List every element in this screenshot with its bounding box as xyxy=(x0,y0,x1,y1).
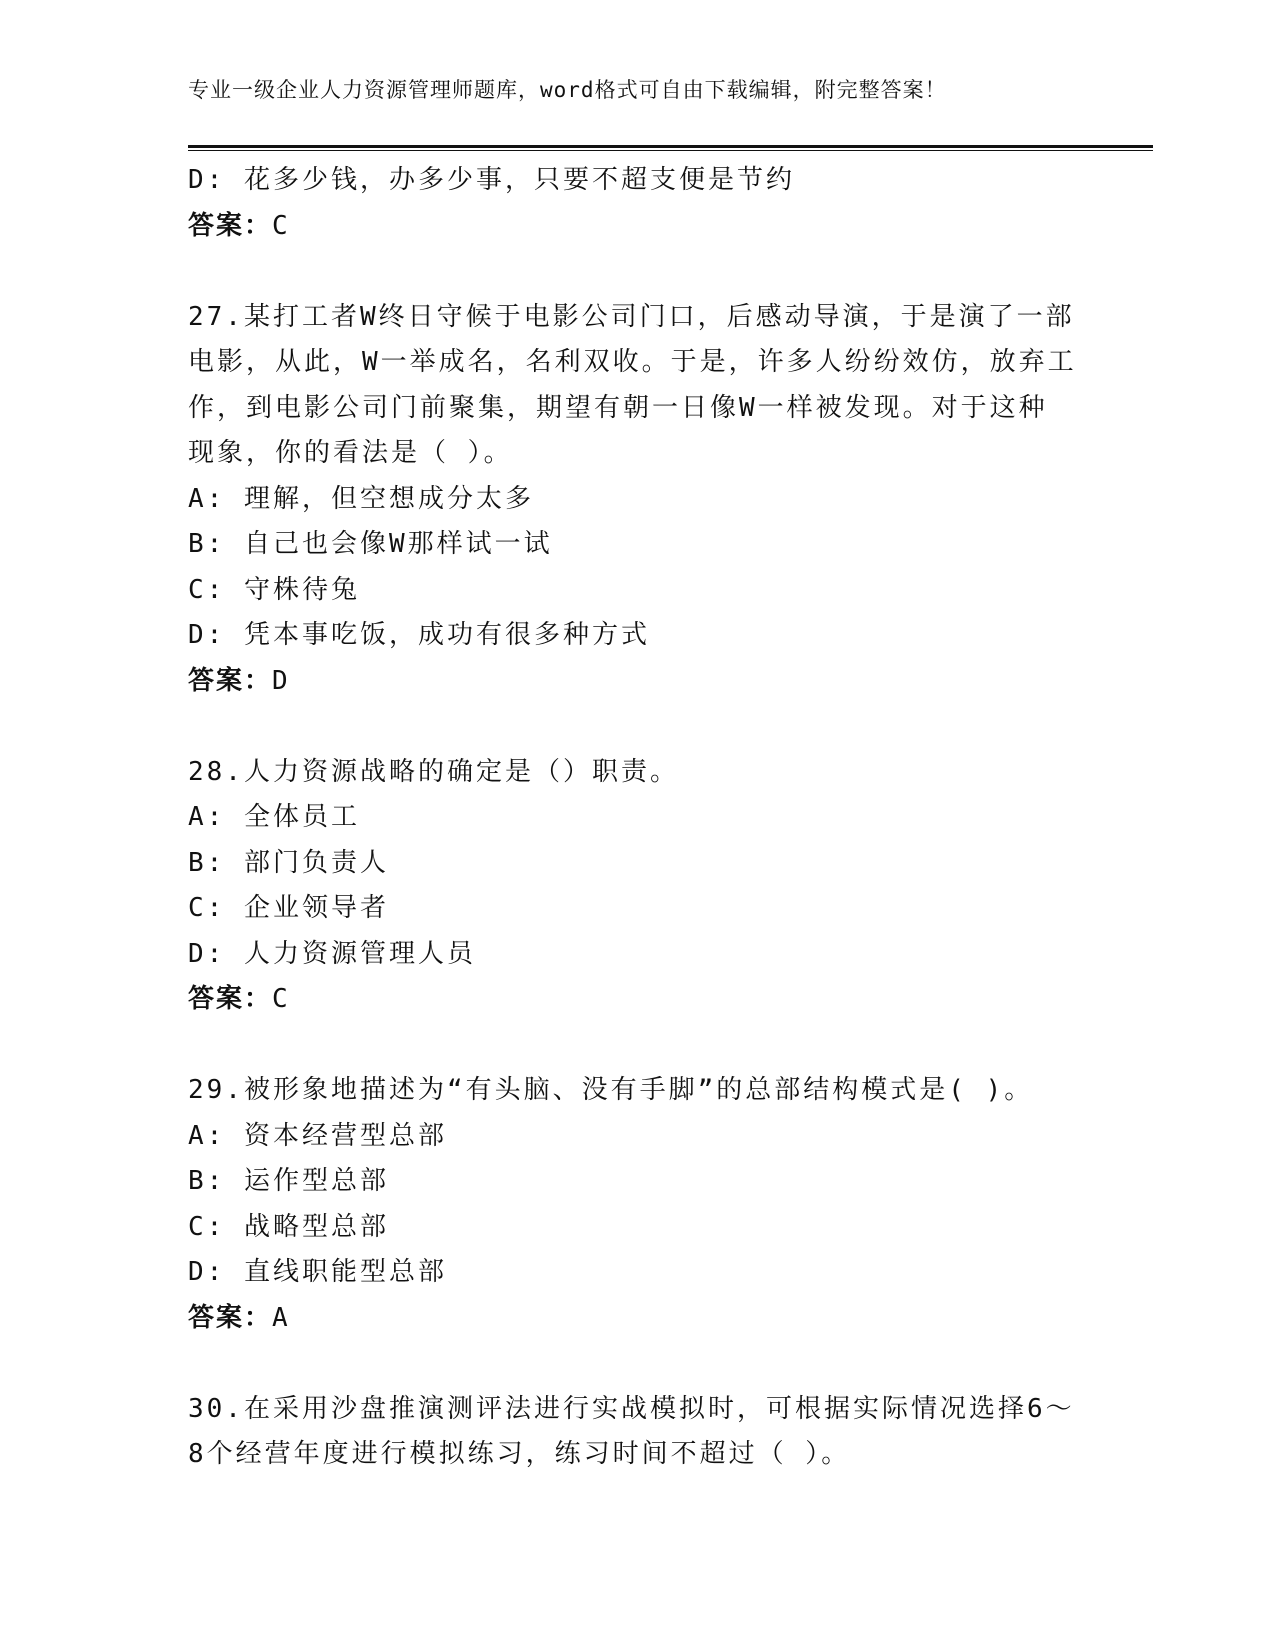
stem-line: 作，到电影公司门前聚集，期望有朝一日像W一样被发现。对于这种 xyxy=(188,392,1048,423)
question-stem xyxy=(188,1068,1108,1114)
option-b: B: 运作型总部 xyxy=(188,1166,389,1196)
answer xyxy=(188,659,1108,705)
prev-answer xyxy=(188,204,1108,250)
option-a: A: 全体员工 xyxy=(188,802,360,832)
prev-option-d: D: 花多少钱，办多少事，只要不超支便是节约 xyxy=(188,165,795,195)
answer-value: C xyxy=(272,210,290,241)
stem-line: 电影，从此，W一举成名，名利双收。于是，许多人纷纷效仿，放弃工 xyxy=(188,347,1077,377)
question-stem xyxy=(188,1387,1108,1478)
question-27 xyxy=(188,295,1108,705)
option-a: A: 资本经营型总部 xyxy=(188,1120,447,1151)
header-rule-thick xyxy=(188,145,1153,148)
answer-label: 答案： xyxy=(188,984,273,1014)
answer-label: 答案： xyxy=(188,665,273,696)
option-c: C: 战略型总部 xyxy=(188,1211,389,1242)
stem-line: 29.被形象地描述为“有头脑、没有手脚”的总部结构模式是( )。 xyxy=(188,1075,1034,1105)
question-28 xyxy=(188,750,1108,1023)
answer-value: A xyxy=(272,1302,290,1333)
stem-line: 28.人力资源战略的确定是（）职责。 xyxy=(188,756,679,787)
document-body xyxy=(188,158,1108,1478)
option-d: D: 人力资源管理人员 xyxy=(188,938,476,969)
stem-line: 30.在采用沙盘推演测评法进行实战模拟时，可根据实际情况选择6～ xyxy=(188,1393,1075,1424)
answer-label: 答案： xyxy=(188,1302,273,1333)
question-29 xyxy=(188,1068,1108,1341)
option-b: B: 自己也会像W那样试一试 xyxy=(188,529,553,559)
option-c: C: 企业领导者 xyxy=(188,893,389,923)
option-d: D: 直线职能型总部 xyxy=(188,1257,447,1287)
answer-value: D xyxy=(272,665,290,696)
question-stem xyxy=(188,750,1108,796)
option-a: A: 理解，但空想成分太多 xyxy=(188,483,534,514)
stem-line: 8个经营年度进行模拟练习，练习时间不超过（ ）。 xyxy=(188,1439,851,1469)
header-rule-thin xyxy=(188,150,1153,151)
answer xyxy=(188,1296,1108,1342)
answer-value: C xyxy=(272,984,290,1014)
page-header: 专业一级企业人力资源管理师题库，word格式可自由下载编辑，附完整答案！ xyxy=(188,78,947,102)
option-c: C: 守株待兔 xyxy=(188,574,360,605)
stem-line: 27.某打工者W终日守候于电影公司门口，后感动导演，于是演了一部 xyxy=(188,301,1075,332)
answer-label: 答案： xyxy=(188,210,273,241)
question-stem xyxy=(188,295,1108,477)
option-d: D: 凭本事吃饭，成功有很多种方式 xyxy=(188,620,650,650)
question-30 xyxy=(188,1387,1108,1478)
option-b: B: 部门负责人 xyxy=(188,847,389,878)
stem-line: 现象，你的看法是（ ）。 xyxy=(188,438,513,468)
answer xyxy=(188,977,1108,1023)
